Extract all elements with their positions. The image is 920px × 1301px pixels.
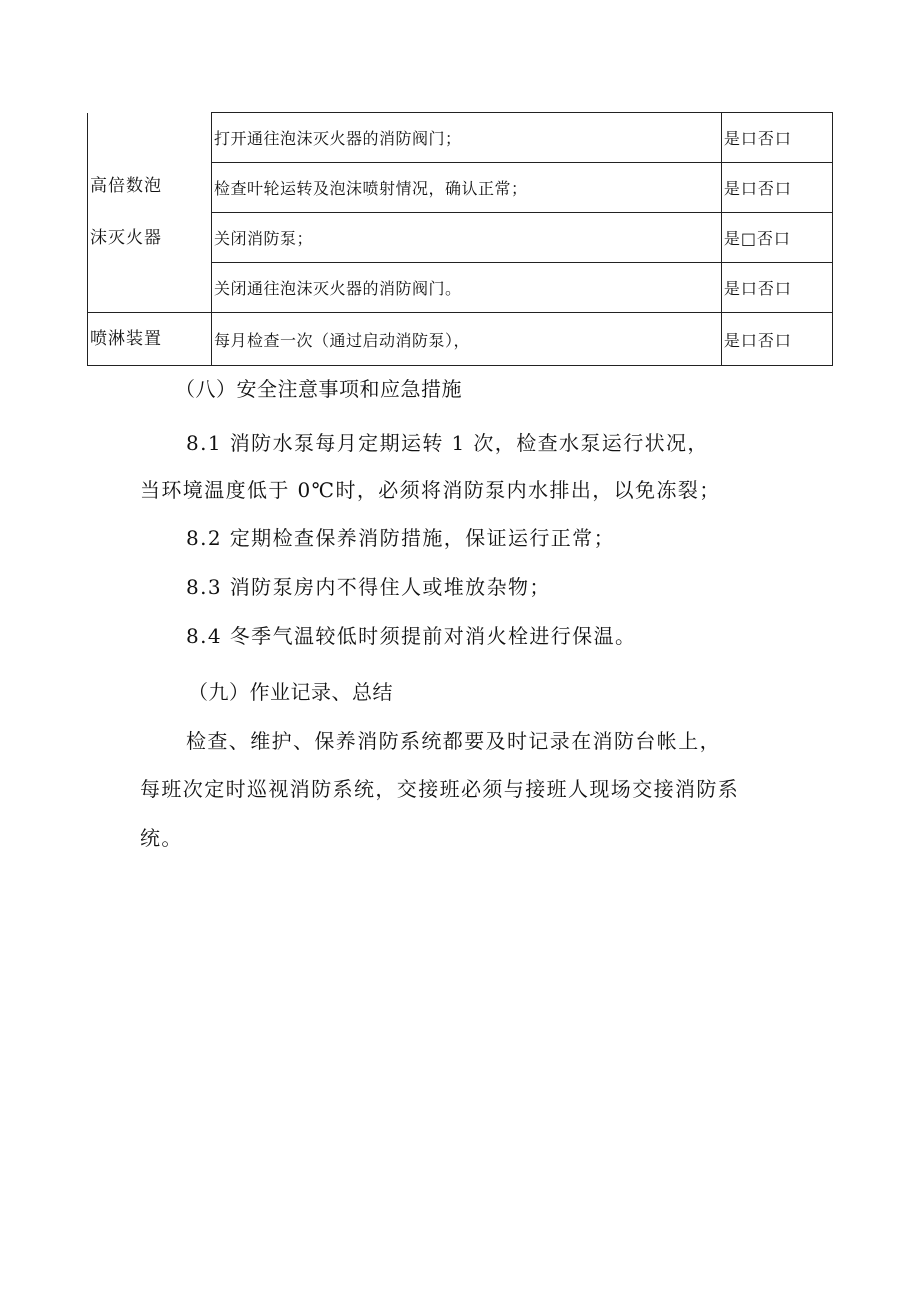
step-cell: 每月检查一次（通过启动消防泵）， [212,313,722,366]
section-heading: （九）作业记录、总结 [188,680,393,704]
paragraph-line: 8.1 消防水泵每月定期运转 1 次，检查水泵运行状况， [186,431,709,455]
step-cell: 关闭通往泡沫灭火器的消防阀门。 [212,263,722,313]
system-name-cell [88,113,212,313]
table-row [88,113,833,163]
yes-no-checkbox[interactable]: 是口否口 [721,263,832,313]
system-name-cell: 喷淋装置 [88,313,212,366]
paragraph-line: 8.2 定期检查保养消防措施，保证运行正常； [186,526,615,550]
paragraph-line: 当环境温度低于 0℃时，必须将消防泵内水排出，以免冻裂； [140,478,721,502]
paragraph-line: 8.4 冬季气温较低时须提前对消火栓进行保温。 [186,624,637,648]
section-heading: （八）安全注意事项和应急措施 [175,377,462,401]
step-cell: 关闭消防泵； [212,213,722,263]
inspection-table [87,112,833,366]
step-cell: 检查叶轮运转及泡沫喷射情况，确认正常； [212,163,722,213]
paragraph-line: 统。 [140,826,183,850]
paragraph-line: 8.3 消防泵房内不得住人或堆放杂物； [186,575,551,599]
yes-no-checkbox[interactable]: 是□否口 [721,213,832,263]
paragraph-line: 检查、维护、保养消防系统都要及时记录在消防台帐上， [186,729,721,753]
yes-no-checkbox[interactable]: 是口否口 [721,163,832,213]
paragraph-line: 每班次定时巡视消防系统，交接班必须与接班人现场交接消防系 [140,777,740,801]
system-name-line: 沫灭火器 [90,228,162,249]
yes-no-checkbox[interactable]: 是口否口 [721,113,832,163]
step-cell: 打开通往泡沫灭火器的消防阀门； [212,113,722,163]
system-name-line: 高倍数泡 [90,176,162,197]
yes-no-checkbox[interactable]: 是口否口 [721,313,832,366]
table-row [88,313,833,366]
